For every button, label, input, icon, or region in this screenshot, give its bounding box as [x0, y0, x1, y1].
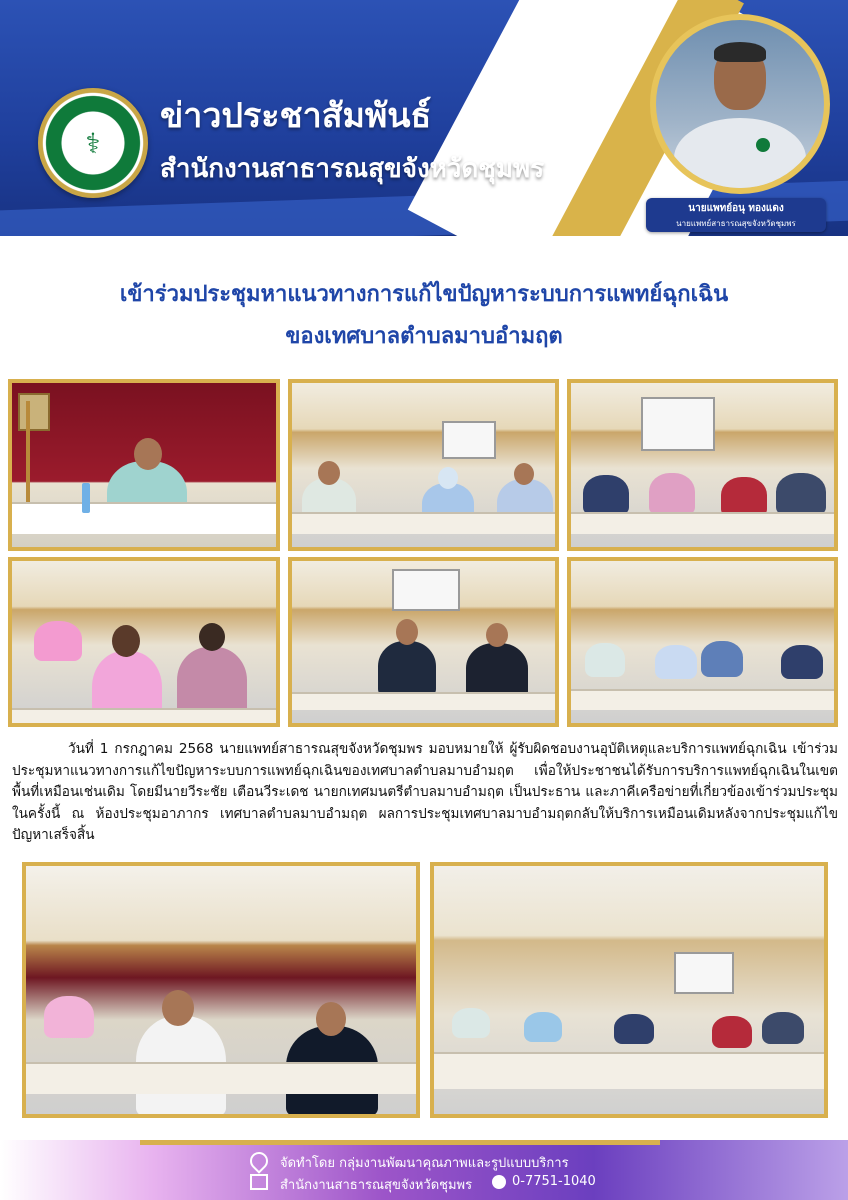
caduceus-icon: ⚕ [68, 118, 118, 168]
photo-meeting-5 [288, 557, 559, 727]
director-name: นายแพทย์อนุ ทองแดง [688, 203, 784, 214]
director-position: นายแพทย์สาธารณสุขจังหวัดชุมพร [676, 219, 796, 228]
header-bottom-edge [0, 236, 848, 252]
news-paragraph: วันที่ 1 กรกฎาคม 2568 นายแพทย์สาธารณสุขจังหวัดชุมพร มอบหมายให้ ผู้รับผิดชอบงานอุบัติเหตุและบริการแพทย์ฉุกเฉิน เข้าร่วมประชุมหาแนวทางการแก้ไขปัญหาระบบการแพทย์ฉุกเฉินของเทศบาลตำบลมาบอำมฤต เพื่อให้ประชาชนได้รับการบริการแพทย์ฉุกเฉินในเขตพื้นที่เหมือนเช่นเดิม โดยมีนายวีระชัย เตือนวีระเดช นายกเทศมนตรีตำบลมาบอำมฤต เป็นประธาน และภาคีเครือข่ายที่เกี่ยวข้องเข้าร่วมประชุมในครั้งนี้ ณ ห้องประชุมอาภากร เทศบาลตำบลมาบอำมฤต ผลการประชุมเทศบาลมาบอำมฤตกลับให้บริการเหมือนเดิมหลังจากประชุมแก้ไขปัญหาเสร็จสิ้น [12, 741, 838, 843]
photo-meeting-hall-right [430, 862, 828, 1118]
photo-chairman [8, 379, 280, 551]
building-icon [250, 1174, 268, 1190]
page-subtitle: สำนักงานสาธารณสุขจังหวัดชุมพร [160, 154, 545, 184]
ministry-badge-icon [756, 138, 770, 152]
page-title: ข่าวประชาสัมพันธ์ [160, 96, 432, 136]
footer-gold-line [140, 1140, 660, 1145]
footer-phone: 0-7751-1040 [512, 1174, 596, 1189]
ministry-logo [38, 88, 148, 198]
photo-meeting-6 [567, 557, 838, 727]
phone-icon [492, 1175, 506, 1189]
footer-organizer: จัดทำโดย กลุ่มงานพัฒนาคุณภาพและรูปแบบบริการ [280, 1156, 569, 1171]
headline-line1: เข้าร่วมประชุมหาแนวทางการแก้ไขปัญหาระบบการแพทย์ฉุกเฉิน [119, 282, 729, 307]
director-portrait [650, 14, 830, 194]
photo-meeting-4 [8, 557, 280, 727]
photo-meeting-hall-left [22, 862, 420, 1118]
headline-line2: ของเทศบาลตำบลมาบอำมฤต [285, 324, 563, 349]
footer-office: สำนักงานสาธารณสุขจังหวัดชุมพร [280, 1178, 473, 1193]
director-name-box [646, 198, 826, 232]
portrait-hair [714, 42, 766, 62]
portrait-shirt [674, 118, 806, 188]
photo-meeting-2 [288, 379, 559, 551]
photo-meeting-3 [567, 379, 838, 551]
